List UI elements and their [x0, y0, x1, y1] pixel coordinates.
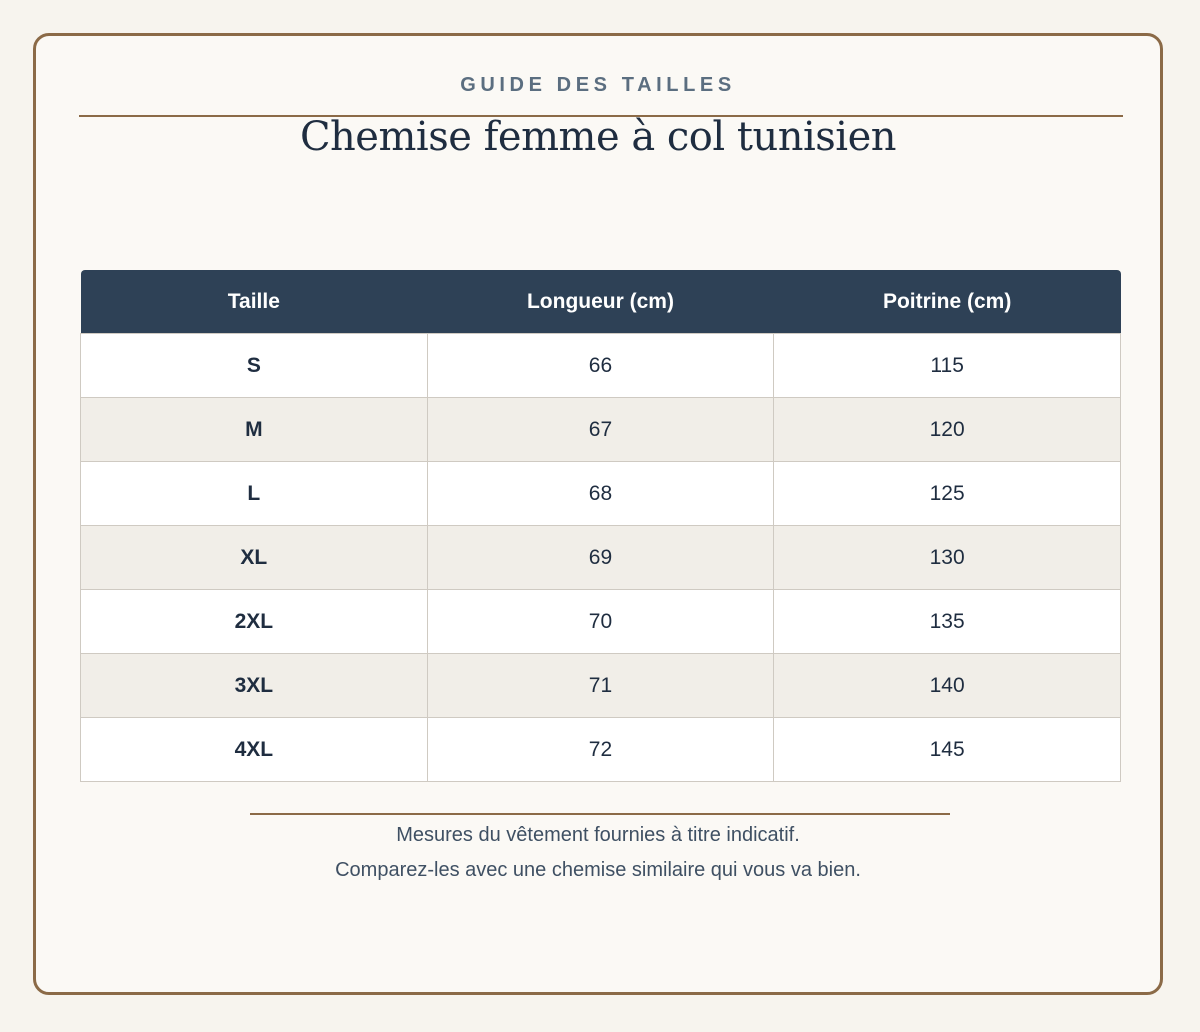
table-row	[81, 398, 1121, 462]
size-table	[80, 270, 1121, 782]
table-row	[81, 654, 1121, 718]
size-table-container	[80, 270, 1121, 782]
column-header-length: Longueur (cm)	[427, 270, 774, 334]
cell-chest: 140	[774, 654, 1121, 718]
footnote-line-2: Comparez-les avec une chemise similaire qui vous va bien.	[335, 859, 861, 881]
cell-chest: 130	[774, 526, 1121, 590]
eyebrow-label: GUIDE DES TAILLES	[460, 74, 736, 96]
cell-size: M	[81, 398, 428, 462]
table-header-row	[81, 270, 1121, 334]
column-header-chest: Poitrine (cm)	[774, 270, 1121, 334]
cell-size: XL	[81, 526, 428, 590]
bottom-divider	[250, 813, 950, 815]
size-guide-card	[33, 33, 1163, 995]
page-title: Chemise femme à col tunisien	[299, 114, 897, 160]
cell-size: 2XL	[81, 590, 428, 654]
cell-chest: 115	[774, 334, 1121, 398]
cell-length: 72	[427, 718, 774, 782]
table-row	[81, 590, 1121, 654]
cell-length: 69	[427, 526, 774, 590]
cell-length: 68	[427, 462, 774, 526]
cell-length: 67	[427, 398, 774, 462]
cell-chest: 125	[774, 462, 1121, 526]
table-row	[81, 718, 1121, 782]
cell-size: 4XL	[81, 718, 428, 782]
cell-chest: 120	[774, 398, 1121, 462]
table-row	[81, 334, 1121, 398]
cell-length: 66	[427, 334, 774, 398]
cell-size: S	[81, 334, 428, 398]
cell-size: 3XL	[81, 654, 428, 718]
cell-length: 70	[427, 590, 774, 654]
table-row	[81, 462, 1121, 526]
cell-length: 71	[427, 654, 774, 718]
table-row	[81, 526, 1121, 590]
footnote-line-1: Mesures du vêtement fournies à titre indicatif.	[396, 824, 800, 846]
cell-chest: 145	[774, 718, 1121, 782]
column-header-size: Taille	[81, 270, 428, 334]
cell-size: L	[81, 462, 428, 526]
cell-chest: 135	[774, 590, 1121, 654]
